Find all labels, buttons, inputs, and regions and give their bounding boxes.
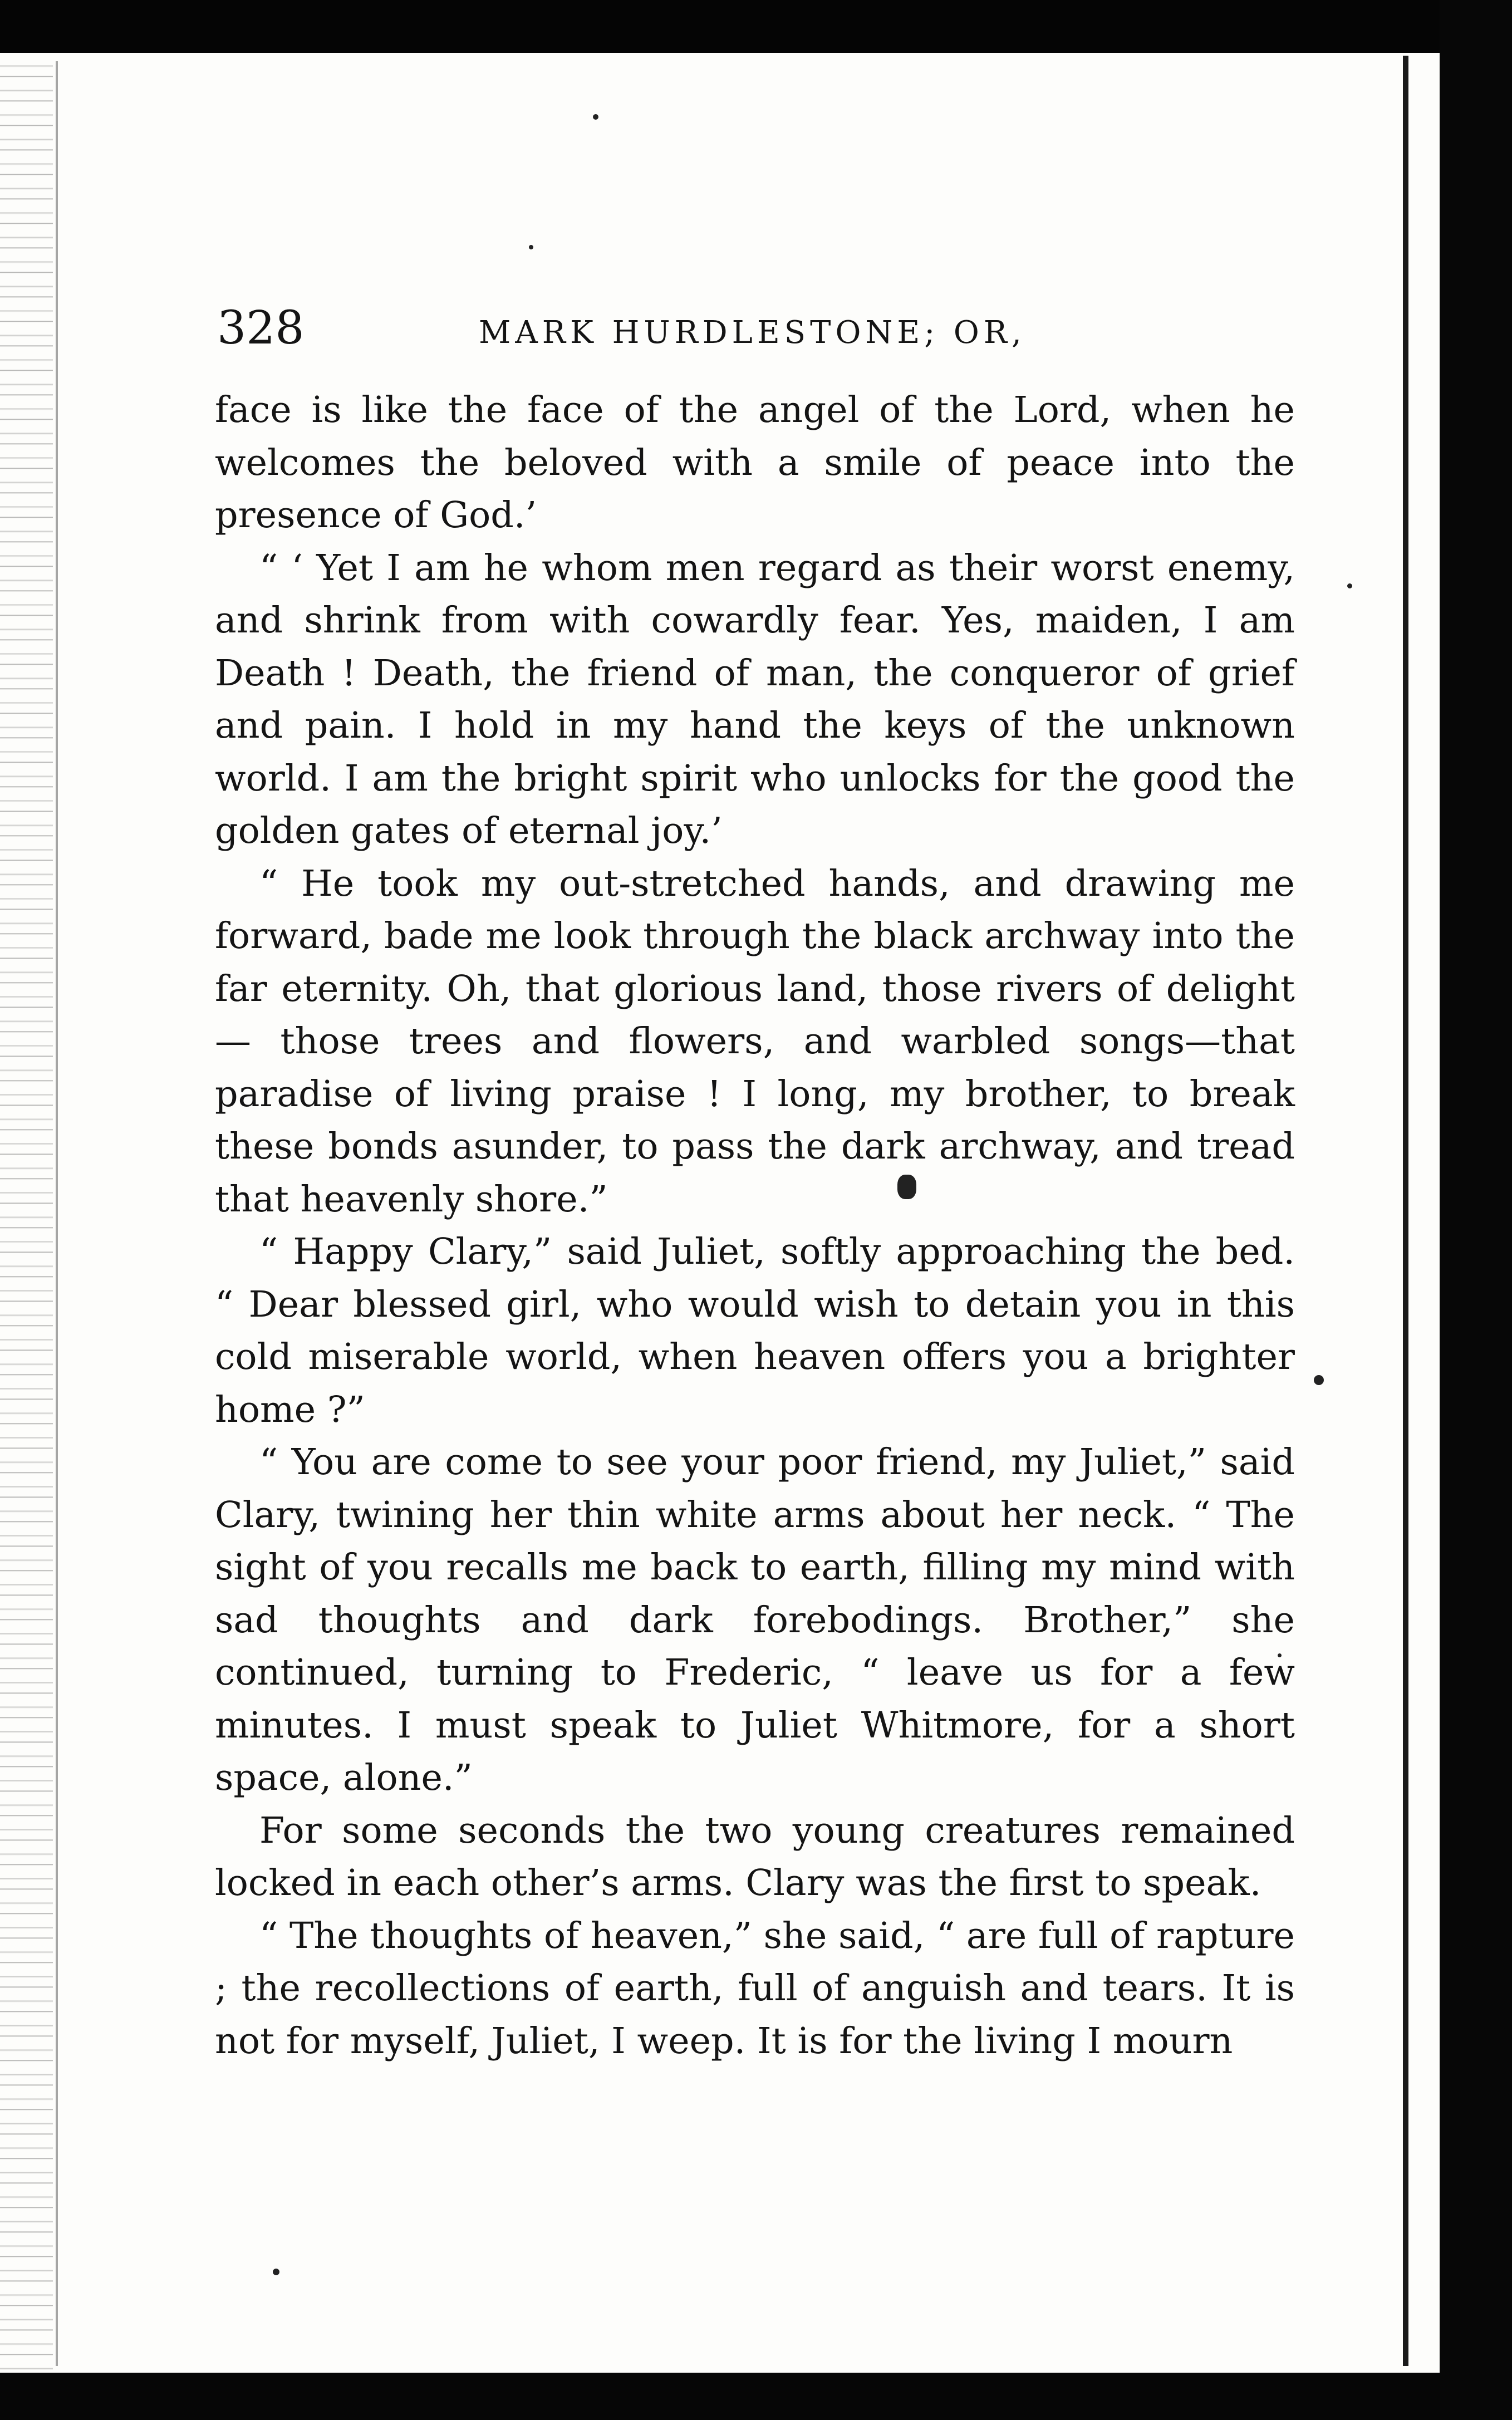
page-binding-edge	[0, 53, 53, 2373]
page-number: 328	[217, 302, 305, 355]
page-edge-rule	[1403, 56, 1408, 2366]
paragraph: “ Happy Clary,” said Juliet, softly approaching the bed. “ Dear blessed girl, who would wish to detain you in this cold miserable world, when heaven offers you a brighter home ?”	[215, 1231, 1295, 1431]
page-header	[217, 289, 1331, 367]
scan-border-right	[1440, 0, 1512, 2420]
binding-line	[56, 61, 58, 2366]
paragraph: “ ‘ Yet I am he whom men regard as their worst enemy, and shrink from with cowardly fear. Yes, maiden, I am Death ! Death, the friend of man, the conqueror of grief and pain. I hold in my hand the keys of the unknown world. I am the bright spirit who unlocks for the good the golden gates of eternal joy.’	[215, 547, 1295, 852]
paragraph: face is like the face of the angel of the Lord, when he welcomes the beloved with a smile of peace into the presence of God.’	[215, 389, 1295, 536]
paragraph: “ You are come to see your poor friend, my Juliet,” said Clary, twining her thin white arms about her neck. “ The sight of you recalls me back to earth, filling my mind with sad thoughts and dark forebodings. Brother,” she continued, turning to Frederic, “ leave us for a few minutes. I must speak to Juliet Whitmore, for a short space, alone.”	[215, 1441, 1295, 1799]
scan-border-bottom	[0, 2373, 1512, 2420]
body-text	[215, 384, 1295, 2068]
scan-border-top	[0, 0, 1512, 53]
paragraph: “ He took my out-stretched hands, and drawing me forward, bade me look through the black archway into the far eternity. Oh, that glorious land, those rivers of delight— those trees and flowers, and warbled songs—that paradise of living praise ! I long, my brother, to break these bonds asunder, to pass the dark archway, and tread that heavenly shore.”	[215, 862, 1295, 1220]
running-title: MARK HURDLESTONE; OR,	[479, 315, 1026, 351]
paragraph: “ The thoughts of heaven,” she said, “ are full of rapture ; the recollections of earth, full of anguish and tears. It is not for myself, Juliet, I weep. It is for the living I mourn	[215, 1915, 1295, 2062]
paragraph: For some seconds the two young creatures remained locked in each other’s arms. Clary was the first to speak.	[215, 1809, 1295, 1904]
